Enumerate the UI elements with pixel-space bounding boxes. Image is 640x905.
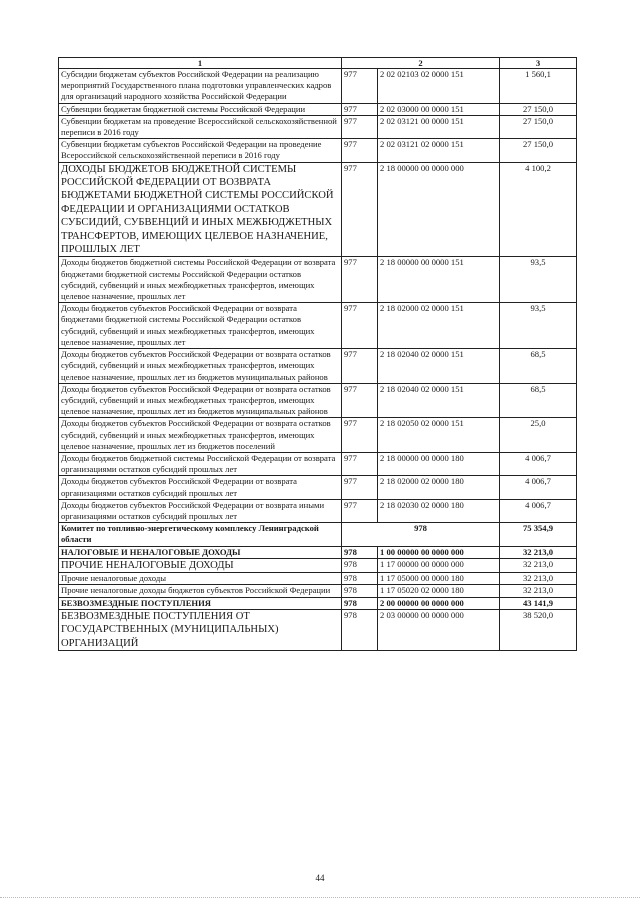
row-name-cell: Доходы бюджетов субъектов Российской Федерации от возврата остатков субсидий, субвенций и иных межбюджетных трансфертов, имеющих целевое назначение, прошлых лет из бюджетов муниципальных районов — [59, 349, 342, 384]
row-budget-code-cell: 2 18 02040 02 0000 151 — [378, 349, 500, 384]
row-budget-code-cell: 2 02 03000 00 0000 151 — [378, 103, 500, 115]
row-budget-code-cell: 2 18 02050 02 0000 151 — [378, 418, 500, 453]
row-sum-cell: 1 560,1 — [500, 69, 577, 104]
row-sum-cell: 68,5 — [500, 383, 577, 418]
row-admin-code-cell: 977 — [342, 303, 378, 349]
row-budget-code-cell: 2 02 03121 02 0000 151 — [378, 139, 500, 162]
row-name-cell: НАЛОГОВЫЕ И НЕНАЛОГОВЫЕ ДОХОДЫ — [59, 546, 342, 558]
row-admin-code-cell: 978 — [342, 558, 378, 572]
row-sum-cell: 4 100,2 — [500, 162, 577, 257]
row-budget-code-cell: 2 18 02000 02 0000 180 — [378, 476, 500, 499]
row-name-cell: Доходы бюджетов субъектов Российской Федерации от возврата бюджетами бюджетной системы Российской Федерации остатков субсидий, субвенций и иных межбюджетных трансфертов, имеющих целевое назначение, прошлых лет — [59, 303, 342, 349]
row-name-cell: Доходы бюджетов бюджетной системы Российской Федерации от возврата организациями остатков субсидий прошлых лет — [59, 452, 342, 475]
row-admin-code-cell: 978 — [342, 585, 378, 597]
row-name-cell: Доходы бюджетов субъектов Российской Федерации от возврата остатков субсидий, субвенций и иных межбюджетных трансфертов, имеющих целевое назначение, прошлых лет из бюджетов поселений — [59, 418, 342, 453]
table-row — [59, 303, 577, 349]
row-sum-cell: 25,0 — [500, 418, 577, 453]
row-admin-code-cell: 977 — [342, 452, 378, 475]
row-name-cell: Субвенции бюджетам на проведение Всероссийской сельскохозяйственной переписи в 2016 году — [59, 115, 342, 138]
row-budget-code-cell: 2 18 00000 00 0000 180 — [378, 452, 500, 475]
row-admin-code-cell: 977 — [342, 499, 378, 522]
row-name-cell: Доходы бюджетов бюджетной системы Российской Федерации от возврата бюджетами бюджетной системы Российской Федерации остатков субсидий, субвенций и иных межбюджетных трансфертов, имеющих целевое назначение, прошлых лет — [59, 257, 342, 303]
row-sum-cell: 68,5 — [500, 349, 577, 384]
table-header-row — [59, 58, 577, 69]
row-admin-code-cell: 977 — [342, 383, 378, 418]
row-name-cell: ПРОЧИЕ НЕНАЛОГОВЫЕ ДОХОДЫ — [59, 558, 342, 572]
row-name-cell: Комитет по топливно-энергетическому комплексу Ленинградской области — [59, 523, 342, 546]
row-name-cell: Прочие неналоговые доходы бюджетов субъектов Российской Федерации — [59, 585, 342, 597]
row-sum-cell: 27 150,0 — [500, 139, 577, 162]
table-row — [59, 418, 577, 453]
row-name-cell: Субвенции бюджетам бюджетной системы Российской Федерации — [59, 103, 342, 115]
row-budget-code-cell: 1 17 05020 02 0000 180 — [378, 585, 500, 597]
table-row — [59, 573, 577, 585]
row-sum-cell: 32 213,0 — [500, 546, 577, 558]
row-sum-cell: 32 213,0 — [500, 585, 577, 597]
bottom-dotted-line — [0, 897, 640, 899]
row-name-cell: Доходы бюджетов субъектов Российской Федерации от возврата остатков субсидий, субвенций и иных межбюджетных трансфертов, имеющих целевое назначение, прошлых лет из бюджетов муниципальных районов — [59, 383, 342, 418]
row-budget-code-cell: 1 17 00000 00 0000 000 — [378, 558, 500, 572]
row-name-cell: Прочие неналоговые доходы — [59, 573, 342, 585]
table-row — [59, 452, 577, 475]
row-sum-cell: 4 006,7 — [500, 452, 577, 475]
row-sum-cell: 4 006,7 — [500, 499, 577, 522]
row-admin-code-cell: 977 — [342, 139, 378, 162]
row-name-cell: Доходы бюджетов субъектов Российской Федерации от возврата организациями остатков субсидий прошлых лет — [59, 476, 342, 499]
table-row — [59, 257, 577, 303]
header-col-1: 1 — [59, 58, 342, 69]
table-row — [59, 558, 577, 572]
row-budget-code-cell: 2 02 02103 02 0000 151 — [378, 69, 500, 104]
header-col-3: 3 — [500, 58, 577, 69]
row-name-cell: Субсидии бюджетам субъектов Российской Федерации на реализацию мероприятий Государственного плана подготовки управленческих кадров для организаций народного хозяйства Российской Федерации — [59, 69, 342, 104]
row-sum-cell: 27 150,0 — [500, 115, 577, 138]
table-row — [59, 499, 577, 522]
table-row — [59, 585, 577, 597]
budget-table — [58, 57, 577, 651]
row-admin-code-cell: 978 — [342, 609, 378, 650]
row-sum-cell: 38 520,0 — [500, 609, 577, 650]
row-budget-code-cell: 2 00 00000 00 0000 000 — [378, 597, 500, 609]
header-col-2: 2 — [342, 58, 500, 69]
table-row — [59, 69, 577, 104]
row-admin-code-cell: 978 — [342, 523, 500, 546]
row-sum-cell: 93,5 — [500, 303, 577, 349]
table-row — [59, 139, 577, 162]
row-admin-code-cell: 977 — [342, 257, 378, 303]
row-sum-cell: 32 213,0 — [500, 558, 577, 572]
table-row — [59, 349, 577, 384]
row-admin-code-cell: 977 — [342, 476, 378, 499]
row-sum-cell: 43 141,9 — [500, 597, 577, 609]
row-sum-cell: 75 354,9 — [500, 523, 577, 546]
page-number: 44 — [315, 873, 325, 883]
row-budget-code-cell: 2 18 00000 00 0000 000 — [378, 162, 500, 257]
table-row — [59, 523, 577, 546]
row-sum-cell: 27 150,0 — [500, 103, 577, 115]
row-budget-code-cell: 2 18 02030 02 0000 180 — [378, 499, 500, 522]
row-admin-code-cell: 977 — [342, 349, 378, 384]
row-admin-code-cell: 977 — [342, 115, 378, 138]
table-row — [59, 546, 577, 558]
row-admin-code-cell: 978 — [342, 546, 378, 558]
row-budget-code-cell: 1 17 05000 00 0000 180 — [378, 573, 500, 585]
row-name-cell: Субвенции бюджетам субъектов Российской Федерации на проведение Всероссийской сельскохозяйственной переписи в 2016 году — [59, 139, 342, 162]
table-row — [59, 609, 577, 650]
row-admin-code-cell: 978 — [342, 573, 378, 585]
row-name-cell: Доходы бюджетов субъектов Российской Федерации от возврата иными организациями остатков субсидий прошлых лет — [59, 499, 342, 522]
table-row — [59, 103, 577, 115]
row-budget-code-cell: 2 18 02040 02 0000 151 — [378, 383, 500, 418]
row-admin-code-cell: 977 — [342, 103, 378, 115]
row-budget-code-cell: 1 00 00000 00 0000 000 — [378, 546, 500, 558]
row-admin-code-cell: 977 — [342, 69, 378, 104]
table-row — [59, 115, 577, 138]
table-row — [59, 383, 577, 418]
row-budget-code-cell: 2 03 00000 00 0000 000 — [378, 609, 500, 650]
row-admin-code-cell: 977 — [342, 418, 378, 453]
row-sum-cell: 32 213,0 — [500, 573, 577, 585]
row-name-cell: БЕЗВОЗМЕЗДНЫЕ ПОСТУПЛЕНИЯ ОТ ГОСУДАРСТВЕННЫХ (МУНИЦИПАЛЬНЫХ) ОРГАНИЗАЦИЙ — [59, 609, 342, 650]
row-admin-code-cell: 977 — [342, 162, 378, 257]
table-row — [59, 162, 577, 257]
row-budget-code-cell: 2 02 03121 00 0000 151 — [378, 115, 500, 138]
row-sum-cell: 4 006,7 — [500, 476, 577, 499]
table-row — [59, 597, 577, 609]
table-body — [59, 58, 577, 651]
row-name-cell: БЕЗВОЗМЕЗДНЫЕ ПОСТУПЛЕНИЯ — [59, 597, 342, 609]
table-row — [59, 476, 577, 499]
row-name-cell: ДОХОДЫ БЮДЖЕТОВ БЮДЖЕТНОЙ СИСТЕМЫ РОССИЙСКОЙ ФЕДЕРАЦИИ ОТ ВОЗВРАТА БЮДЖЕТАМИ БЮДЖЕТНОЙ СИСТЕМЫ РОССИЙСКОЙ ФЕДЕРАЦИИ И ОРГАНИЗАЦИЯМИ ОСТАТКОВ СУБСИДИЙ, СУБВЕНЦИЙ И ИНЫХ МЕЖБЮДЖЕТНЫХ ТРАНСФЕРТОВ, ИМЕЮЩИХ ЦЕЛЕВОЕ НАЗНАЧЕНИЕ, ПРОШЛЫХ ЛЕТ — [59, 162, 342, 257]
row-admin-code-cell: 978 — [342, 597, 378, 609]
row-sum-cell: 93,5 — [500, 257, 577, 303]
row-budget-code-cell: 2 18 02000 02 0000 151 — [378, 303, 500, 349]
row-budget-code-cell: 2 18 00000 00 0000 151 — [378, 257, 500, 303]
